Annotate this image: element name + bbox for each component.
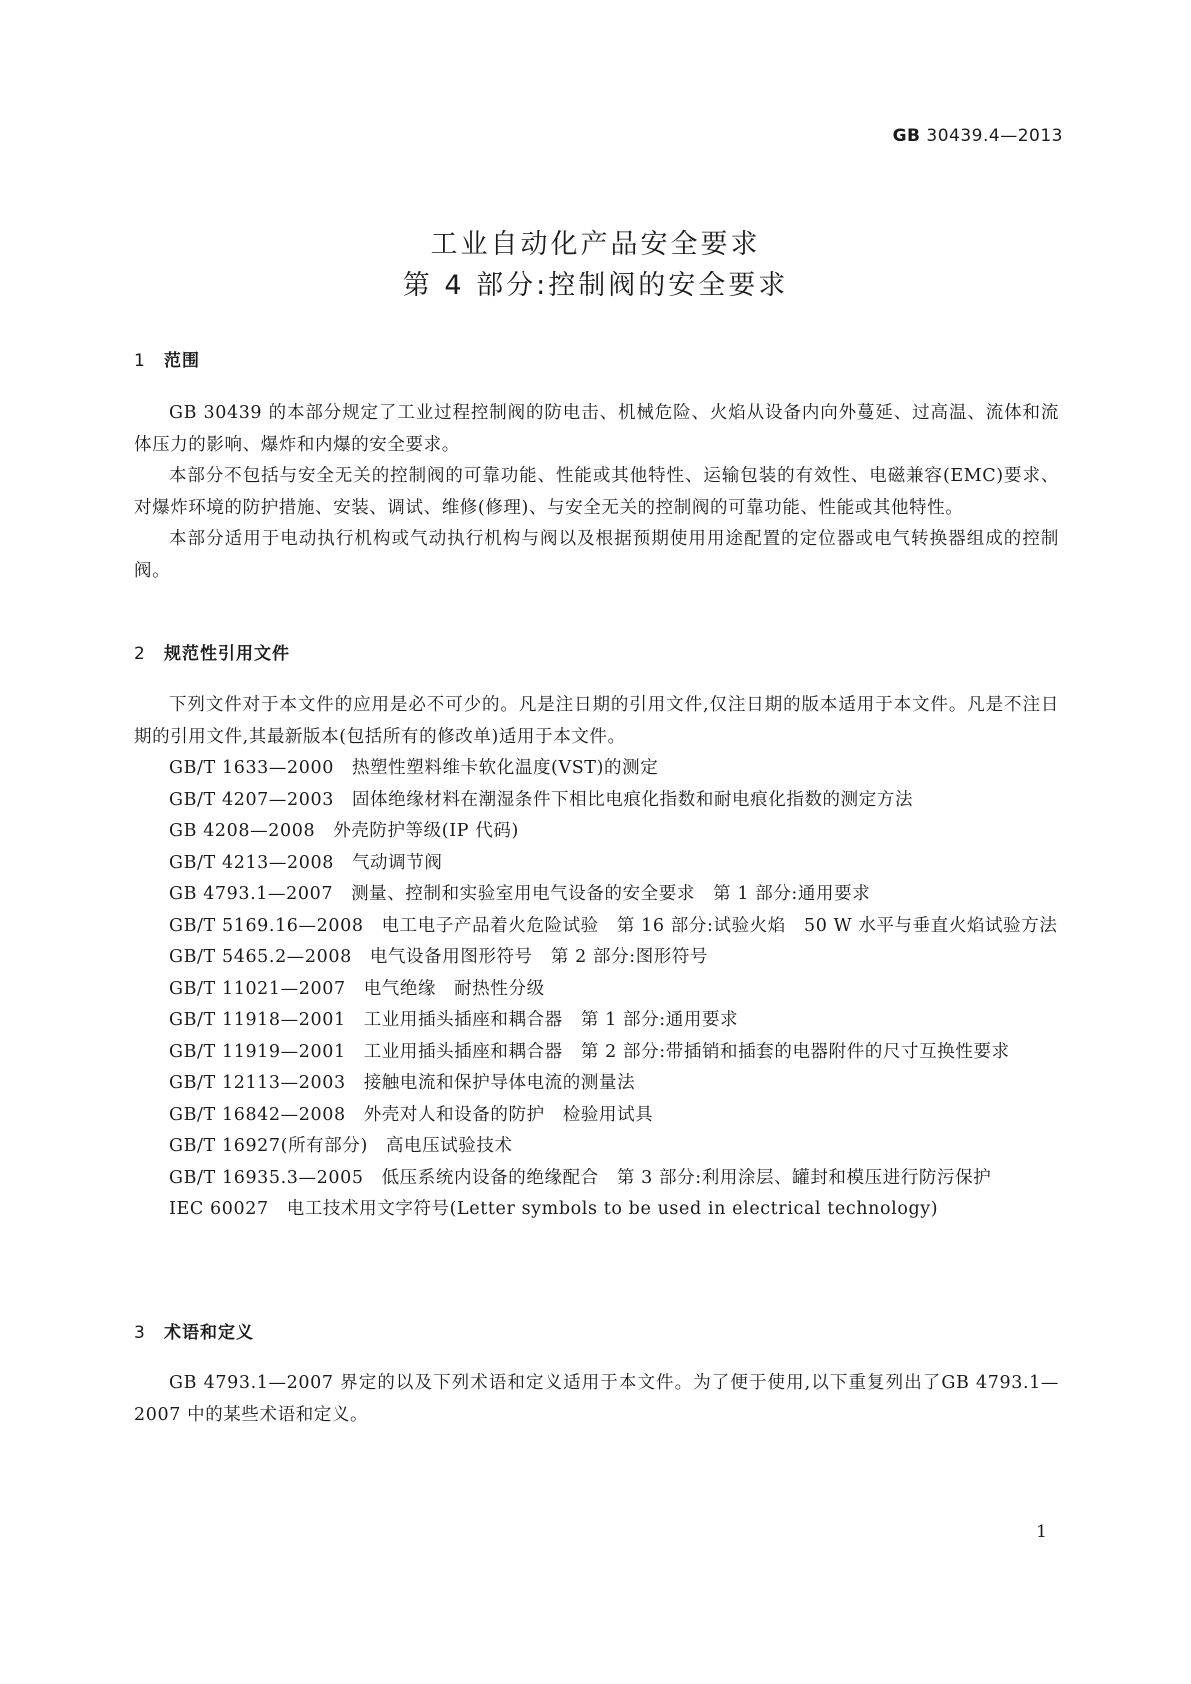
reference-code: GB/T 16927(所有部分) — [169, 1136, 368, 1156]
reference-code: GB/T 16842—2008 — [169, 1104, 346, 1125]
reference-item — [134, 785, 1059, 817]
paragraph: 本部分适用于电动执行机构或气动执行机构与阀以及根据预期使用用途配置的定位器或电气转换器组成的控制阀。 — [134, 529, 1059, 581]
reference-title: 高电压试验技术 — [385, 1136, 513, 1156]
reference-title: 外壳防护等级(IP 代码) — [333, 821, 519, 841]
reference-code: IEC 60027 — [169, 1199, 269, 1219]
section-heading-terms-definitions — [134, 1318, 254, 1343]
reference-code: GB/T 5465.2—2008 — [169, 947, 352, 967]
page-number: 1 — [1036, 1522, 1047, 1542]
reference-code: GB/T 16935.3—2005 — [169, 1167, 364, 1188]
reference-title: 接触电流和保护导体电流的测量法 — [363, 1073, 636, 1093]
reference-code: GB/T 4213—2008 — [169, 852, 334, 873]
section-heading-normative-references — [134, 639, 290, 664]
reference-title: 工业用插头插座和耦合器 第 1 部分:通用要求 — [363, 1010, 739, 1030]
section-title: 规范性引用文件 — [164, 644, 290, 664]
reference-item — [134, 974, 1059, 1006]
standard-code — [893, 126, 1063, 146]
document-title-line2: 第 4 部分:控制阀的安全要求 — [402, 270, 789, 301]
reference-item — [134, 1100, 1059, 1132]
paragraph: GB 4793.1—2007 界定的以及下列术语和定义适用于本文件。为了便于使用,以下重复列出了GB 4793.1—2007 中的某些术语和定义。 — [134, 1373, 1059, 1425]
reference-code: GB/T 11919—2001 — [169, 1041, 346, 1062]
section-references-body — [134, 690, 1059, 1226]
reference-code: GB 4208—2008 — [169, 821, 316, 841]
reference-code: GB/T 5169.16—2008 — [169, 915, 364, 936]
section-scope-body — [134, 398, 1059, 587]
reference-item — [134, 1068, 1059, 1100]
reference-title: 热塑性塑料维卡软化温度(VST)的测定 — [351, 758, 659, 778]
section-number: 1 — [134, 351, 146, 371]
reference-item — [134, 848, 1059, 880]
section-number: 2 — [134, 644, 146, 664]
reference-item — [134, 1131, 1059, 1163]
section-number: 3 — [134, 1323, 146, 1343]
document-title-line1: 工业自动化产品安全要求 — [430, 229, 761, 260]
reference-code: GB/T 11021—2007 — [169, 978, 346, 999]
reference-title: 电工电子产品着火危险试验 第 16 部分:试验火焰 50 W 水平与垂直火焰试验方法 — [381, 915, 1058, 936]
reference-title: 工业用插头插座和耦合器 第 2 部分:带插销和插套的电器附件的尺寸互换性要求 — [363, 1041, 1010, 1062]
paragraph: 下列文件对于本文件的应用是必不可少的。凡是注日期的引用文件,仅注日期的版本适用于本文件。凡是不注日期的引用文件,其最新版本(包括所有的修改单)适用于本文件。 — [134, 695, 1059, 747]
reference-title: 气动调节阀 — [351, 852, 443, 873]
paragraph: GB 30439 的本部分规定了工业过程控制阀的防电击、机械危险、火焰从设备内向外蔓延、过高温、流体和流体压力的影响、爆炸和内爆的安全要求。 — [134, 403, 1059, 455]
reference-item — [134, 1163, 1059, 1195]
reference-title: 固体绝缘材料在潮湿条件下相比电痕化指数和耐电痕化指数的测定方法 — [351, 789, 914, 810]
reference-code: GB/T 4207—2003 — [169, 789, 334, 810]
reference-code: GB/T 1633—2000 — [169, 758, 334, 778]
section-title: 术语和定义 — [164, 1323, 254, 1343]
reference-item — [134, 879, 1059, 911]
reference-title: 电气设备用图形符号 第 2 部分:图形符号 — [369, 947, 709, 967]
section-title: 范围 — [164, 351, 200, 371]
reference-item — [134, 942, 1059, 974]
reference-item — [134, 911, 1059, 943]
standard-code-number: 30439.4—2013 — [926, 126, 1063, 146]
section-terms-body — [134, 1368, 1059, 1431]
reference-code: GB 4793.1—2007 — [169, 884, 334, 904]
reference-item — [134, 816, 1059, 848]
reference-title: 低压系统内设备的绝缘配合 第 3 部分:利用涂层、罐封和模压进行防污保护 — [381, 1167, 992, 1188]
reference-title: 外壳对人和设备的防护 检验用试具 — [363, 1104, 654, 1125]
reference-item — [134, 1005, 1059, 1037]
paragraph: 本部分不包括与安全无关的控制阀的可靠功能、性能或其他特性、运输包装的有效性、电磁兼容(EMC)要求、对爆炸环境的防护措施、安装、调试、维修(修理)、与安全无关的控制阀的可靠功能、性能或其他特性。 — [134, 466, 1059, 518]
reference-code: GB/T 11918—2001 — [169, 1010, 346, 1030]
reference-title: 电气绝缘 耐热性分级 — [363, 978, 545, 999]
reference-title: 电工技术用文字符号(Letter symbols to be used in electrical technology) — [286, 1199, 939, 1219]
section-heading-scope — [134, 346, 200, 371]
reference-item — [134, 1037, 1059, 1069]
reference-item — [134, 1194, 1059, 1226]
reference-code: GB/T 12113—2003 — [169, 1073, 346, 1093]
reference-item — [134, 753, 1059, 785]
standard-code-prefix: GB — [892, 126, 921, 146]
reference-title: 测量、控制和实验室用电气设备的安全要求 第 1 部分:通用要求 — [351, 884, 871, 904]
